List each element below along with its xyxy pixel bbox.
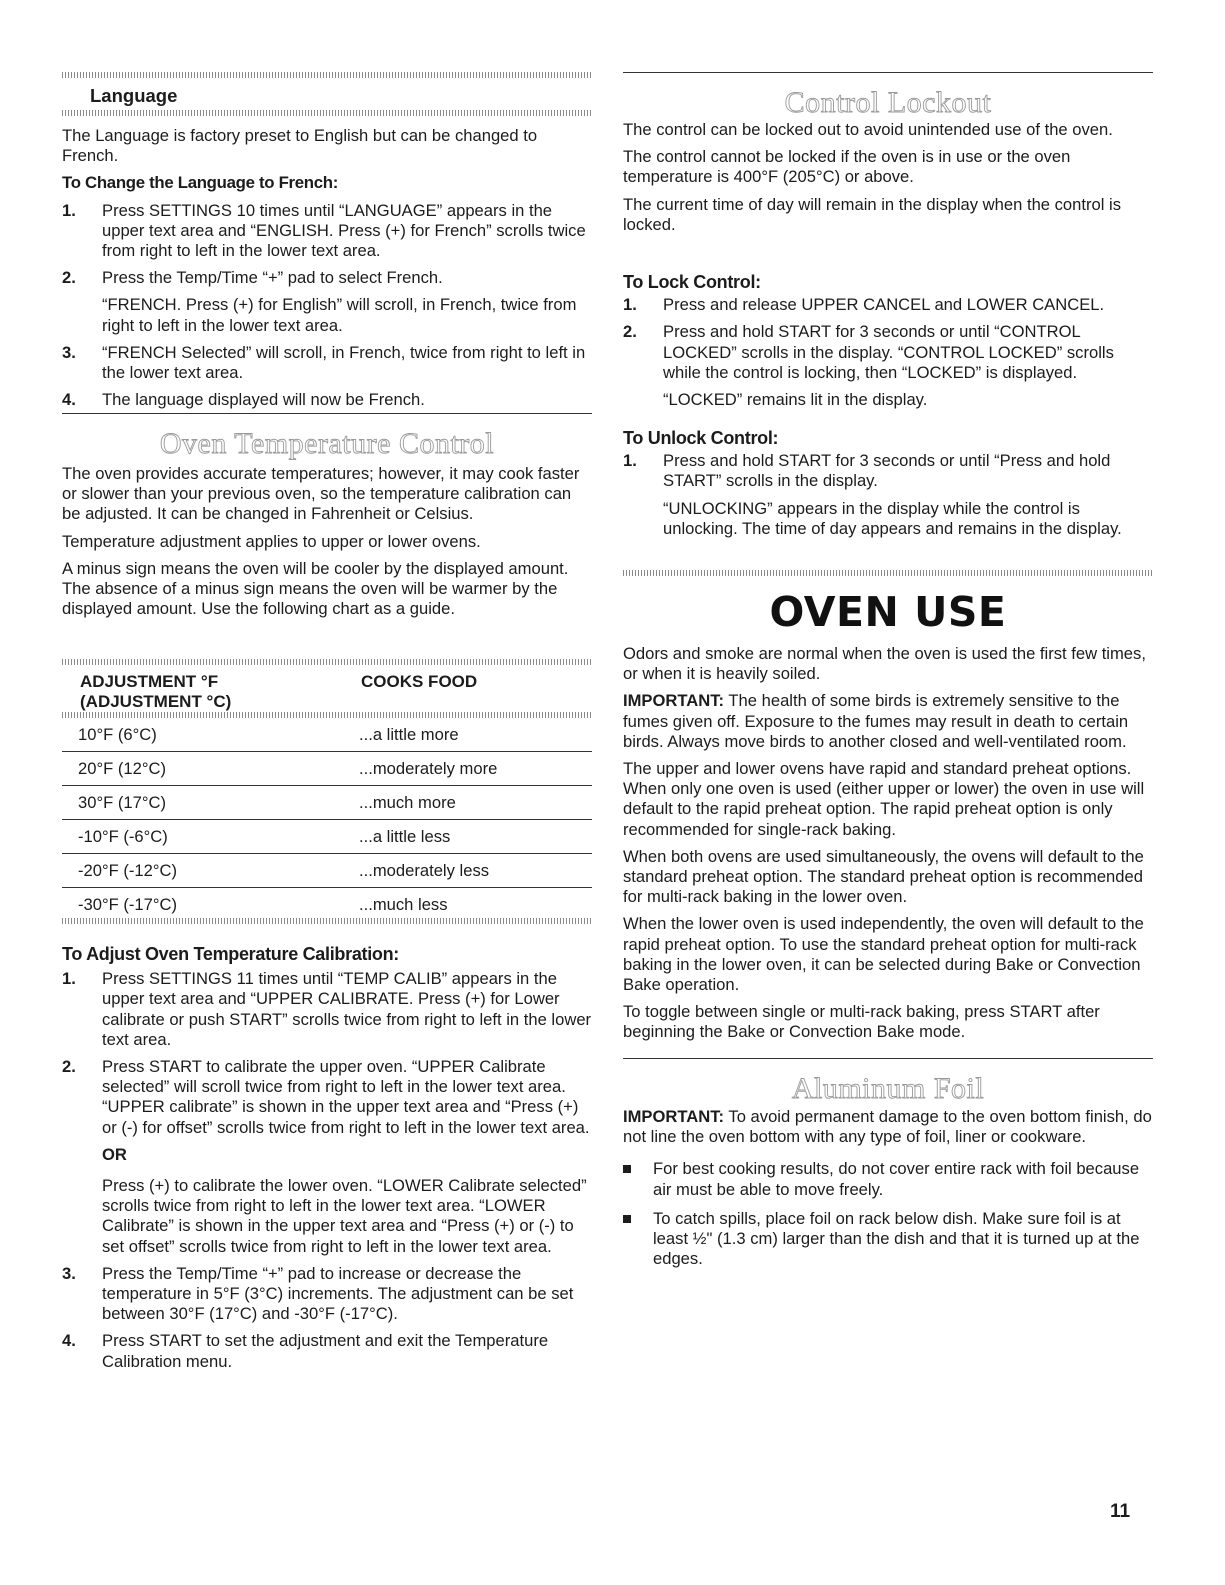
section-divider	[62, 413, 592, 414]
important-label: IMPORTANT:	[623, 691, 725, 711]
list-item	[62, 390, 592, 410]
table-cell-cooks: ...moderately less	[343, 854, 592, 888]
oven-use-title: OVEN USE	[769, 588, 1007, 636]
paragraph: Odors and smoke are normal when the oven is used the first few times, or when it is heavily soiled.	[623, 644, 1146, 684]
step-number: 2.	[623, 322, 637, 342]
table-cell-adjustment: 20°F (12°C)	[62, 752, 343, 786]
list-item	[62, 343, 592, 383]
table-row	[62, 820, 592, 854]
important-text: The health of some birds is extremely sensitive to the fumes given off. Exposure to the fumes may result in death to certain birds. Always move birds to another closed and well-ventilated room.	[623, 691, 1129, 751]
paragraph: A minus sign means the oven will be cooler by the displayed amount. The absence of a minus sign means the oven will be warmer by the displayed amount. Use the following chart as a guide.	[62, 558, 569, 619]
adjustment-table-header	[62, 672, 592, 712]
language-heading: Language	[90, 85, 178, 106]
list-item	[623, 295, 1153, 315]
table-cell-cooks: ...much more	[343, 786, 592, 820]
step-text: Press SETTINGS 11 times until “TEMP CALIB” appears in the upper text area and “UPPER CALIBRATE. Press (+) for Lower calibrate or push START” scrolls twice from right to left in the lower text area.	[102, 969, 592, 1049]
step-subtext: “LOCKED” remains lit in the display.	[663, 390, 928, 410]
unlock-steps	[623, 451, 1153, 539]
paragraph: The control cannot be locked if the oven is in use or the oven temperature is 400°F (205°C) or above.	[623, 147, 1071, 187]
list-item	[623, 322, 1153, 410]
oven-temp-intro	[62, 464, 592, 619]
list-item	[62, 268, 592, 336]
language-subheading: To Change the Language to French:	[62, 173, 339, 193]
table-row	[62, 718, 592, 752]
step-number: 4.	[62, 390, 76, 410]
paragraph: The upper and lower ovens have rapid and standard preheat options. When only one oven is used (either upper or lower) the oven in use will default to the rapid preheat option. The rapid preheat option is only recommended for single-rack baking.	[623, 759, 1145, 839]
step-text: Press and release UPPER CANCEL and LOWER CANCEL.	[663, 295, 1105, 315]
calibration-section	[62, 944, 592, 1372]
language-steps	[62, 201, 592, 411]
divider-hatch	[62, 110, 592, 116]
important-text: To avoid permanent damage to the oven bottom finish, do not line the oven bottom with any type of foil, liner or cookware.	[623, 1107, 1152, 1147]
step-number: 1.	[62, 969, 76, 989]
section-divider	[623, 1058, 1153, 1059]
aluminum-foil-section	[623, 1107, 1153, 1278]
step-text: Press the Temp/Time “+” pad to select French.	[102, 268, 443, 288]
table-row	[62, 888, 592, 922]
table-cell-cooks: ...a little more	[343, 718, 592, 752]
list-item	[62, 1057, 592, 1257]
step-or: OR	[102, 1144, 127, 1164]
table-cell-cooks: ...a little less	[343, 820, 592, 854]
important-label: IMPORTANT:	[623, 1107, 725, 1126]
table-row	[62, 752, 592, 786]
oven-use-section	[623, 644, 1153, 1043]
list-item	[62, 201, 592, 262]
table-cell-cooks: ...much less	[359, 895, 448, 914]
important-paragraph	[623, 691, 1153, 752]
unlock-control-section	[623, 428, 1153, 539]
divider-hatch	[62, 659, 592, 665]
step-subtext: “FRENCH. Press (+) for English” will scroll, in French, twice from right to left in the lower text area.	[102, 295, 577, 335]
list-item: For best cooking results, do not cover entire rack with foil because air must be able to move freely.	[623, 1159, 1153, 1199]
step-number: 4.	[62, 1331, 76, 1351]
table-header-adjustment: ADJUSTMENT °F (ADJUSTMENT °C)	[80, 672, 232, 711]
table-header-cooks-food: COOKS FOOD	[361, 672, 478, 691]
list-item	[62, 1331, 592, 1371]
list-item: To catch spills, place foil on rack below dish. Make sure foil is at least ½" (1.3 cm) larger than the dish and that it is turned up at the edges.	[623, 1209, 1153, 1270]
language-intro: The Language is factory preset to English but can be changed to French.	[62, 126, 538, 166]
list-item	[62, 969, 592, 1050]
aluminum-foil-title: Aluminum Foil	[791, 1072, 985, 1105]
table-cell-adjustment: 10°F (6°C)	[62, 718, 343, 752]
divider-hatch	[62, 72, 592, 78]
step-text: Press the Temp/Time “+” pad to increase or decrease the temperature in 5°F (3°C) increments. The adjustment can be set between 30°F (17°C) and -30°F (-17°C).	[102, 1263, 574, 1324]
step-number: 2.	[62, 1057, 76, 1077]
step-number: 1.	[623, 451, 637, 471]
paragraph: The current time of day will remain in the display when the control is locked.	[623, 194, 1122, 234]
list-item	[62, 1264, 592, 1325]
control-lockout-intro	[623, 120, 1153, 235]
list-item	[623, 451, 1153, 539]
language-section	[62, 126, 592, 410]
paragraph: When both ovens are used simultaneously, the ovens will default to the standard preheat option. The standard preheat option is recommended for multi-rack baking in the lower oven.	[623, 846, 1144, 907]
step-text: Press and hold START for 3 seconds or until “CONTROL LOCKED” scrolls in the display. “CONTROL LOCKED” scrolls while the control is locking, then “LOCKED” is displayed.	[663, 322, 1114, 382]
step-subtext: Press (+) to calibrate the lower oven. “LOWER Calibrate selected” scrolls twice from right to left in the lower text area. “LOWER Calibrate” is shown in the upper text area and “Press (+) or (-) to set offset” scrolls twice from right to left in the lower text area.	[102, 1176, 587, 1256]
divider-hatch	[623, 570, 1153, 576]
paragraph: When the lower oven is used independently, the oven will default to the rapid preheat option. To use the standard preheat option for multi-rack baking in the lower oven, it can be selected during Bake or Convection Bake operation.	[623, 914, 1144, 995]
paragraph: The control can be locked out to avoid unintended use of the oven.	[623, 120, 1113, 139]
table-row	[62, 786, 592, 820]
oven-temp-title: Oven Temperature Control	[159, 427, 495, 460]
table-cell-adjustment: -10°F (-6°C)	[62, 820, 343, 854]
step-number: 3.	[62, 1263, 76, 1283]
foil-bullets	[623, 1159, 1153, 1269]
page-number: 11	[1110, 1501, 1131, 1522]
calibration-steps	[62, 969, 592, 1372]
table-row	[62, 854, 592, 888]
lock-heading: To Lock Control:	[623, 272, 761, 292]
calibration-heading: To Adjust Oven Temperature Calibration:	[62, 944, 400, 964]
step-text: Press and hold START for 3 seconds or until “Press and hold START” scrolls in the display.	[663, 451, 1111, 491]
lock-control-section	[623, 272, 1153, 410]
table-cell-cooks: ...moderately more	[343, 752, 592, 786]
paragraph: To toggle between single or multi-rack baking, press START after beginning the Bake or Convection Bake mode.	[623, 1002, 1100, 1042]
table-cell-adjustment: -20°F (-12°C)	[62, 854, 343, 888]
table-cell-adjustment: 30°F (17°C)	[62, 786, 343, 820]
step-text: Press START to set the adjustment and exit the Temperature Calibration menu.	[102, 1331, 549, 1371]
control-lockout-title: Control Lockout	[784, 86, 992, 119]
step-text: “FRENCH Selected” will scroll, in French, twice from right to left in the lower text area.	[102, 342, 586, 383]
section-divider	[623, 72, 1153, 73]
step-number: 1.	[623, 295, 637, 315]
paragraph: The oven provides accurate temperatures; however, it may cook faster or slower than your previous oven, so the temperature calibration can be adjusted. It can be changed in Fahrenheit or Celsius.	[62, 464, 580, 524]
step-number: 3.	[62, 342, 76, 362]
step-text: Press SETTINGS 10 times until “LANGUAGE” appears in the upper text area and “ENGLISH. Press (+) for French” scrolls twice from right to left in the lower text area.	[102, 200, 586, 261]
lock-steps	[623, 295, 1153, 410]
step-text: Press START to calibrate the upper oven. “UPPER Calibrate selected” will scroll twice from right to left in the lower text area. “UPPER calibrate” is shown in the upper text area and “Press (+) or (-) for offset” scrolls twice from right to left in the lower text area.	[102, 1057, 590, 1137]
step-number: 2.	[62, 268, 76, 288]
paragraph: Temperature adjustment applies to upper or lower ovens.	[62, 531, 481, 551]
step-subtext: “UNLOCKING” appears in the display while the control is unlocking. The time of day appears and remains in the display.	[663, 498, 1122, 538]
table-cell-adjustment: -30°F (-17°C)	[78, 895, 178, 914]
divider-hatch	[62, 918, 592, 924]
adjustment-table	[62, 718, 592, 921]
step-number: 1.	[62, 200, 76, 220]
step-text: The language displayed will now be French.	[102, 390, 425, 410]
important-paragraph	[623, 1107, 1153, 1147]
unlock-heading: To Unlock Control:	[623, 428, 779, 448]
